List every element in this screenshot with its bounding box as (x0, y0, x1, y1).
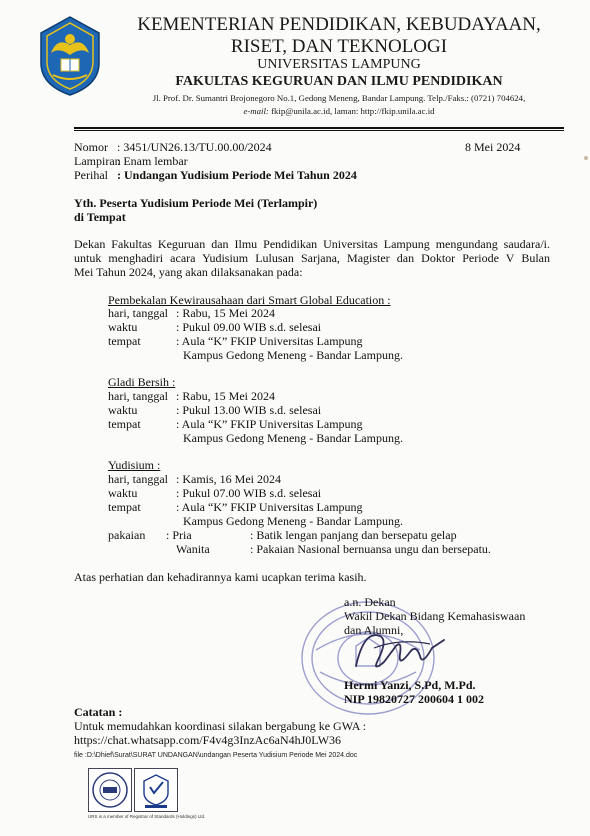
perihal-label: Perihal (74, 168, 108, 182)
whatsapp-group-link[interactable]: https://chat.whatsapp.com/F4v4g3InzAc6aN4hJ0LW36 (74, 733, 342, 747)
event-label-place: tempat (108, 334, 141, 348)
event-label-time: waktu (108, 320, 138, 334)
closing-text: Atas perhatian dan kehadirannya kami ucapkan terima kasih. (74, 570, 367, 584)
signature-role-1: Wakil Dekan Bidang Kemahasiswaan (344, 609, 526, 623)
event-title: Gladi Bersih : (108, 375, 176, 389)
notes-line-1: Untuk memudahkan koordinasi silakan bergabung ke GWA : (74, 719, 367, 733)
event-label-date: hari, tanggal (108, 472, 168, 486)
event-value-place: : Aula “K” FKIP Universitas Lampung (176, 417, 363, 431)
event-value-place: : Aula “K” FKIP Universitas Lampung (176, 334, 363, 348)
letter-date: 8 Mei 2024 (465, 140, 521, 154)
dress-men-value: : Batik lengan panjang dan bersepatu gelap (250, 528, 457, 542)
event-value-place: : Aula “K” FKIP Universitas Lampung (176, 500, 363, 514)
recipient-line-1: Yth. Peserta Yudisium Periode Mei (Terlampir) (74, 196, 318, 210)
file-path: file :D:\Dhief\Surat\SURAT UNDANGAN\undangan Peserta Yudisium Periode Mei 2024.doc (74, 752, 358, 759)
urs-certification-logo (88, 768, 132, 812)
event-value-date: : Rabu, 15 Mei 2024 (176, 306, 275, 320)
perihal-value: : Undangan Yudisium Periode Mei Tahun 2024 (117, 168, 357, 182)
event-value-date: : Rabu, 15 Mei 2024 (176, 389, 275, 403)
ministry-line-2: RISET, DAN TEKNOLOGI (230, 36, 448, 57)
dress-women-label: Wanita (176, 542, 210, 556)
signatory-nip: NIP 19820727 200604 1 002 (344, 692, 485, 706)
contact-details: fkip@unila.ac.id, laman: http://fkip.unila.ac.id (271, 106, 435, 116)
signature-on-behalf: a.n. Dekan (344, 595, 396, 609)
body-line-2: untuk menghadiri acara Yudisium Lulusan Sarjana, Magister dan Doktor Periode V Bulan (74, 251, 550, 265)
handwritten-signature (350, 618, 450, 678)
body-line-3: Mei Tahun 2024, yang akan dilaksanakan pada: (74, 265, 303, 279)
event-value-time: : Pukul 07.00 WIB s.d. selesai (176, 486, 322, 500)
header-rule (74, 127, 564, 131)
notes-title: Catatan : (74, 705, 123, 719)
signature-role-2: dan Alumni, (344, 623, 404, 637)
event-label-place: tempat (108, 417, 141, 431)
dress-label: pakaian (108, 528, 146, 542)
address-line: Jl. Prof. Dr. Sumantri Brojonegoro No.1, Gedong Meneng, Bandar Lampung. Telp./Faks.: (0721) 704624, (152, 93, 526, 103)
event-value-place-2: Kampus Gedong Meneng - Bandar Lampung. (183, 514, 403, 528)
event-value-time: : Pukul 13.00 WIB s.d. selesai (176, 403, 322, 417)
dress-men-label: : Pria (166, 528, 192, 542)
lampiran-value: : Enam lembar (117, 154, 188, 168)
lampiran-label: Lampiran (74, 154, 121, 168)
ukas-certification-logo (134, 768, 178, 812)
nomor-label: Nomor (74, 140, 108, 154)
event-value-place-2: Kampus Gedong Meneng - Bandar Lampung. (183, 431, 403, 445)
dress-women-value: : Pakaian Nasional bernuansa ungu dan bersepatu. (250, 542, 491, 556)
university-name: UNIVERSITAS LAMPUNG (257, 57, 421, 72)
event-title: Pembekalan Kewirausahaan dari Smart Global Education : (108, 293, 391, 307)
event-title: Yudisium : (108, 458, 161, 472)
event-value-time: : Pukul 09.00 WIB s.d. selesai (176, 320, 322, 334)
email-label: e-mail: (243, 106, 269, 116)
event-label-time: waktu (108, 486, 138, 500)
ministry-line-1: KEMENTERIAN PENDIDIKAN, KEBUDAYAAN, (137, 14, 541, 35)
faculty-name: FAKULTAS KEGURUAN DAN ILMU PENDIDIKAN (175, 74, 503, 89)
event-value-date: : Kamis, 16 Mei 2024 (176, 472, 281, 486)
event-label-date: hari, tanggal (108, 389, 168, 403)
nomor-value: : 3451/UN26.13/TU.00.00/2024 (117, 140, 272, 154)
stray-mark (584, 156, 588, 160)
certification-footer: URS is a member of Registrar of Standards (Holdings) Ltd. (88, 814, 206, 819)
contact-line (44, 106, 590, 116)
event-value-place-2: Kampus Gedong Meneng - Bandar Lampung. (183, 348, 403, 362)
event-label-place: tempat (108, 500, 141, 514)
event-label-time: waktu (108, 403, 138, 417)
signatory-name: Hermi Yanzi, S.Pd, M.Pd. (344, 678, 476, 692)
body-line-1: Dekan Fakultas Keguruan dan Ilmu Pendidikan Universitas Lampung mengundang saudara/i. (74, 237, 550, 251)
recipient-line-2: di Tempat (74, 210, 126, 224)
event-label-date: hari, tanggal (108, 306, 168, 320)
